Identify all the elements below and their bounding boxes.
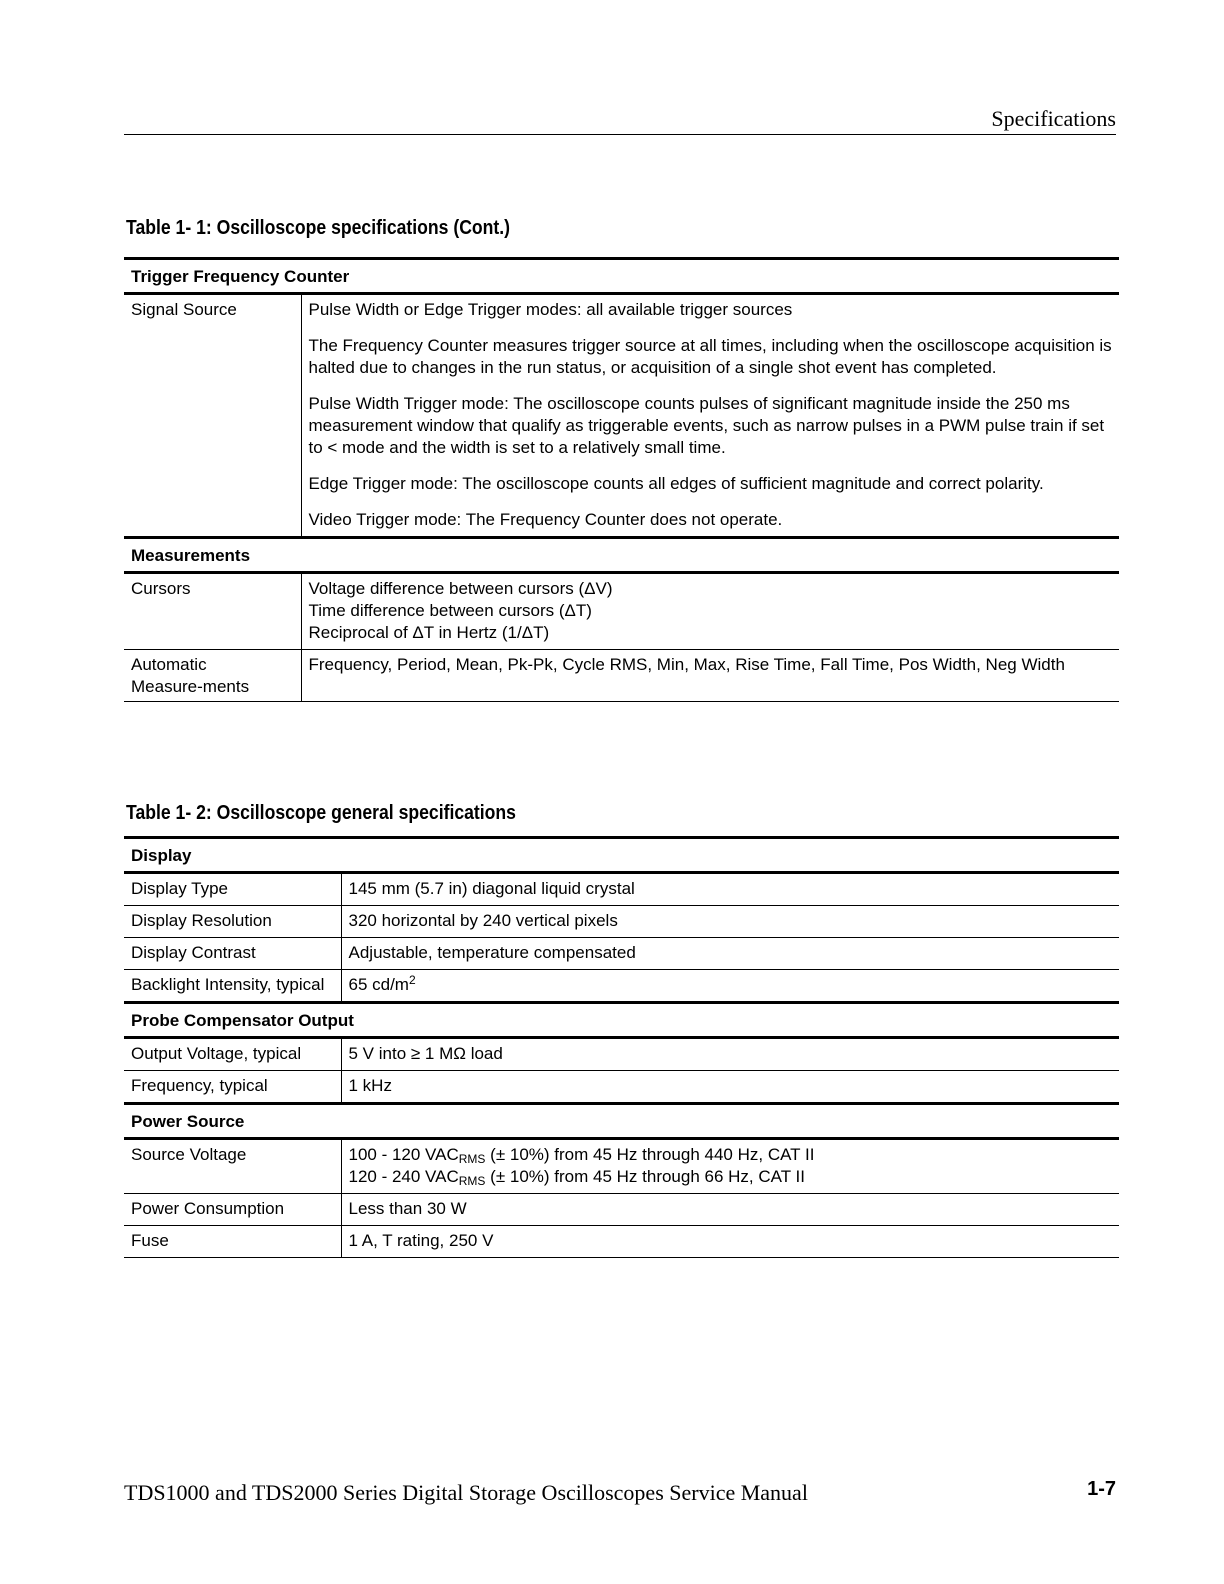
value-paragraph: Pulse Width or Edge Trigger modes: all available trigger sources: [308, 300, 793, 319]
row-value: Frequency, Period, Mean, Pk-Pk, Cycle RMS, Min, Max, Rise Time, Fall Time, Pos Width, Neg Width: [301, 650, 1119, 702]
table-number: Table 1- 2:: [126, 802, 212, 824]
voltage-detail: (± 10%) from 45 Hz through 66 Hz, CAT II: [485, 1167, 805, 1186]
table-row: [124, 294, 1119, 538]
value-line: Voltage difference between cursors (ΔV): [308, 579, 613, 598]
table-1-1: [124, 257, 1119, 702]
value-line: [349, 1166, 1113, 1188]
value-superscript: 2: [408, 973, 416, 987]
row-label: Source Voltage: [124, 1139, 341, 1194]
value-paragraph: The Frequency Counter measures trigger source at all times, including when the oscilloscope acquisition is halted due to changes in the run status, or acquisition of a single shot event has completed.: [308, 336, 1112, 377]
section-heading: Display: [124, 838, 1119, 873]
running-header: [124, 104, 1116, 135]
row-value: 320 horizontal by 240 vertical pixels: [341, 906, 1119, 938]
voltage-range: 120 - 240 VAC: [348, 1167, 459, 1186]
row-value: [341, 1139, 1119, 1194]
row-value: Less than 30 W: [341, 1194, 1119, 1226]
row-label: Display Type: [124, 873, 341, 906]
row-value: [301, 294, 1119, 538]
table-1-2: [124, 836, 1119, 1258]
voltage-range: 100 - 120 VAC: [348, 1145, 459, 1164]
row-label: Backlight Intensity, typical: [124, 970, 341, 1003]
row-label: [124, 650, 301, 702]
row-value: 1 A, T rating, 250 V: [341, 1226, 1119, 1258]
row-value: [341, 970, 1119, 1003]
table-1-2-caption: [126, 802, 516, 825]
value-line: [349, 1144, 1113, 1166]
row-label: Display Contrast: [124, 938, 341, 970]
value-text: 65 cd/m: [348, 975, 409, 994]
table-number: Table 1- 1:: [126, 217, 212, 239]
value-line: Time difference between cursors (ΔT): [308, 601, 592, 620]
row-label-text: Automatic Measure-ments: [131, 655, 250, 696]
section-heading: Power Source: [124, 1104, 1119, 1139]
table-row: [124, 573, 1119, 650]
table-row: [124, 1194, 1119, 1226]
row-value: Adjustable, temperature compensated: [341, 938, 1119, 970]
table-row: [124, 938, 1119, 970]
value-line: Reciprocal of ΔT in Hertz (1/ΔT): [308, 623, 550, 642]
row-value: 1 kHz: [341, 1071, 1119, 1104]
table-row: [124, 970, 1119, 1003]
row-label: Frequency, typical: [124, 1071, 341, 1104]
section-header: [124, 259, 1119, 294]
footer-manual-title: TDS1000 and TDS2000 Series Digital Storage Oscilloscopes Service Manual: [124, 1480, 808, 1505]
row-value: 145 mm (5.7 in) diagonal liquid crystal: [341, 873, 1119, 906]
table-1-1-caption: [126, 217, 510, 240]
footer-page-number: 1-7: [1087, 1478, 1116, 1500]
table-title: Oscilloscope general specifications: [216, 802, 516, 824]
table-row: [124, 1038, 1119, 1071]
table-row: [124, 906, 1119, 938]
section-heading: Trigger Frequency Counter: [124, 259, 1119, 294]
section-header: [124, 838, 1119, 873]
row-value: 5 V into ≥ 1 MΩ load: [341, 1038, 1119, 1071]
table-row: [124, 650, 1119, 702]
rms-subscript: RMS: [458, 1174, 486, 1188]
value-paragraph: Edge Trigger mode: The oscilloscope counts all edges of sufficient magnitude and correct polarity.: [308, 474, 1044, 493]
row-label: Output Voltage, typical: [124, 1038, 341, 1071]
section-heading: Probe Compensator Output: [124, 1003, 1119, 1038]
section-heading: Measurements: [124, 538, 1119, 573]
value-paragraph: Pulse Width Trigger mode: The oscilloscope counts pulses of significant magnitude inside the 250 ms measurement window that qualify as triggerable events, such as narrow pulses in a PWM pulse train if set to < mode and the width is set to a relatively small time.: [308, 394, 1105, 457]
row-label: Fuse: [124, 1226, 341, 1258]
voltage-detail: (± 10%) from 45 Hz through 440 Hz, CAT II: [485, 1145, 815, 1164]
section-header: [124, 1003, 1119, 1038]
header-section-title: Specifications: [991, 106, 1116, 131]
row-label: Cursors: [124, 573, 301, 650]
row-value: [301, 573, 1119, 650]
section-header: [124, 538, 1119, 573]
row-label: Signal Source: [124, 294, 301, 538]
row-label: Display Resolution: [124, 906, 341, 938]
table-title: Oscilloscope specifications (Cont.): [216, 217, 511, 239]
table-row: [124, 1226, 1119, 1258]
table-row: [124, 873, 1119, 906]
table-row: [124, 1139, 1119, 1194]
table-row: [124, 1071, 1119, 1104]
row-label: Power Consumption: [124, 1194, 341, 1226]
value-paragraph: Video Trigger mode: The Frequency Counter does not operate.: [308, 510, 783, 529]
section-header: [124, 1104, 1119, 1139]
rms-subscript: RMS: [458, 1152, 486, 1166]
